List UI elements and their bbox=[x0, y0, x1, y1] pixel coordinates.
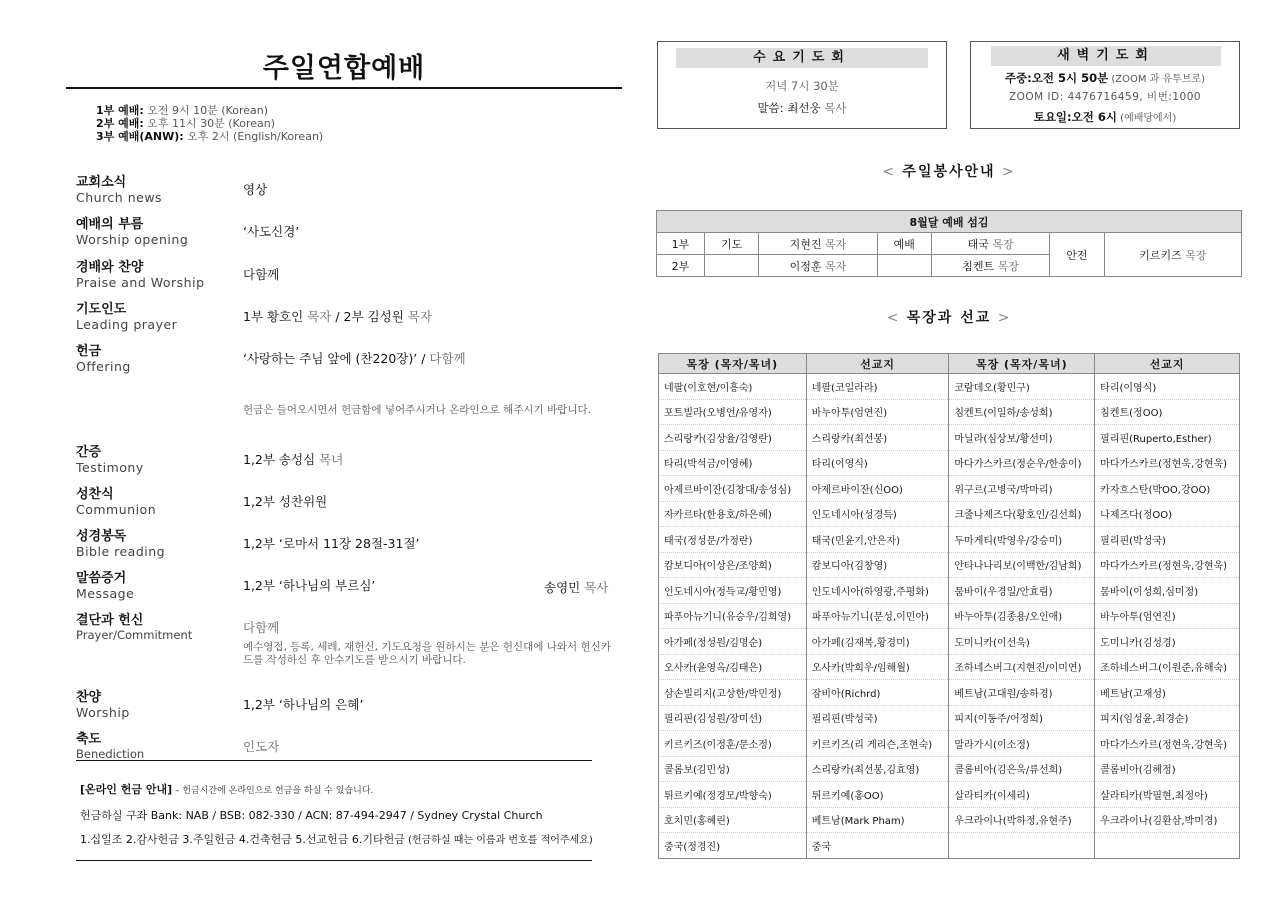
item-title-en: Worship opening bbox=[76, 232, 189, 247]
item-title-ko: 예배의 부름 bbox=[76, 217, 144, 232]
table-cell: 자카르타(한용호/하은혜) bbox=[659, 501, 807, 527]
table-row bbox=[659, 374, 1240, 400]
table-cell: 캄보디아(김창영) bbox=[806, 552, 949, 578]
table-row bbox=[659, 731, 1240, 757]
item-title-ko: 경배와 찬양 bbox=[76, 260, 144, 275]
table-cell: 침켄트(정OO) bbox=[1095, 399, 1240, 425]
table-cell: 피지(임성윤,최경순) bbox=[1095, 705, 1240, 731]
item-title-en: Church news bbox=[76, 190, 163, 205]
table-cell: 필리핀(김성원/장미선) bbox=[659, 705, 807, 731]
table-cell: 콜롬비아(김은욱/류선희) bbox=[949, 756, 1095, 782]
item-title-ko: 기도인도 bbox=[76, 302, 127, 317]
item-value: 인도자 bbox=[243, 739, 280, 754]
table-cell: 카자흐스탄(박OO,강OO) bbox=[1095, 476, 1240, 502]
table-cell: 인도네시아(정득교/황민영) bbox=[659, 578, 807, 604]
table-cell: 튀르키예(홍OO) bbox=[806, 782, 949, 808]
item-value: 1,2부 송성심 목녀 bbox=[243, 452, 344, 467]
footer-divider-top bbox=[76, 760, 592, 761]
item-value: 다함께 bbox=[243, 267, 280, 282]
table-cell: 인도네시아(성경득) bbox=[806, 501, 949, 527]
table-cell: 마다가스카르(정순우/한송이) bbox=[949, 450, 1095, 476]
table-cell: 나제즈다(정OO) bbox=[1095, 501, 1240, 527]
table-cell: 살라티카(이세리) bbox=[949, 782, 1095, 808]
table-cell: 타리(이영식) bbox=[1095, 374, 1240, 400]
table-cell: 우크라이나(박하정,유현주) bbox=[949, 807, 1095, 833]
table-cell: 바누아투(김종용/오인애) bbox=[949, 603, 1095, 629]
table-cell: 호치민(홍혜린) bbox=[659, 807, 807, 833]
service-section-title: < 주일봉사안내 > bbox=[882, 164, 1016, 180]
table-cell: 바누아투(엄연진) bbox=[1095, 603, 1240, 629]
table-row bbox=[659, 782, 1240, 808]
table-row bbox=[659, 603, 1240, 629]
service-time-1: 1부 예배: 오전 9시 10분 (Korean) bbox=[96, 104, 268, 117]
table-row bbox=[659, 450, 1240, 476]
item-title-ko: 간증 bbox=[76, 445, 102, 460]
missions-header-row: 목장 (목자/목녀) 선교지 목장 (목자/목녀) 선교지 bbox=[659, 354, 1240, 374]
wednesday-prayer-box bbox=[657, 41, 947, 129]
wednesday-title: 수요기도회 bbox=[676, 48, 928, 68]
item-title-en: Offering bbox=[76, 359, 131, 374]
item-title-en: Communion bbox=[76, 502, 157, 517]
item-title-en: Bible reading bbox=[76, 544, 166, 559]
table-cell: 네팔(코일라라) bbox=[806, 374, 949, 400]
table-cell: 타리(이영식) bbox=[806, 450, 949, 476]
table-row bbox=[659, 476, 1240, 502]
dawn-zoom: ZOOM ID: 4476716459, 비번:1000 bbox=[1008, 91, 1202, 103]
item-title-ko: 말씀증거 bbox=[76, 571, 127, 586]
item-title-en: Message bbox=[76, 586, 135, 601]
item-value: 1부 황호인 목자 / 2부 김성원 목자 bbox=[243, 309, 432, 324]
service-times bbox=[96, 104, 323, 143]
table-row bbox=[659, 654, 1240, 680]
table-row bbox=[659, 527, 1240, 553]
item-title-ko: 찬양 bbox=[76, 690, 102, 705]
table-row bbox=[659, 399, 1240, 425]
table-cell: 스리랑카(최선봉) bbox=[806, 425, 949, 451]
service-table-header: 8월달 예배 섬김 bbox=[657, 211, 1242, 233]
item-title-en: Praise and Worship bbox=[76, 275, 205, 290]
table-row bbox=[659, 680, 1240, 706]
table-cell: 캄보디아(이상은/조양희) bbox=[659, 552, 807, 578]
item-value: ‘사도신경’ bbox=[243, 224, 300, 239]
table-cell: 중국 bbox=[806, 833, 949, 859]
dawn-weekday: 주중:오전 5시 50분 (ZOOM 과 유투브로) bbox=[1004, 71, 1206, 85]
table-row bbox=[659, 501, 1240, 527]
offering-types: 1.십일조 2.감사헌금 3.주일헌금 4.건축헌금 5.선교헌금 6.기타헌금 (헌금하실 때는 이름과 번호를 적어주세요) bbox=[80, 833, 593, 846]
table-cell: 뭄바이(우경일/안효림) bbox=[949, 578, 1095, 604]
item-title-ko: 결단과 헌신 bbox=[76, 613, 144, 628]
table-cell: 도미니카(이선욱) bbox=[949, 629, 1095, 655]
table-cell: 필리핀(Ruperto,Esther) bbox=[1095, 425, 1240, 451]
item-value: 1,2부 ‘하나님의 부르심’ bbox=[243, 578, 376, 593]
table-cell: 스리랑카(김상율/김영란) bbox=[659, 425, 807, 451]
item-title-en: Benediction bbox=[76, 747, 145, 761]
item-title-en: Worship bbox=[76, 705, 130, 720]
table-cell: 조하네스버그(지현진/이미연) bbox=[949, 654, 1095, 680]
page-title: 주일연합예배 bbox=[262, 53, 426, 84]
table-cell: 필리핀(박성국) bbox=[806, 705, 949, 731]
online-offering-title: [온라인 헌금 안내] – 헌금시간에 온라인으로 헌금을 하실 수 있습니다. bbox=[80, 783, 374, 796]
item-value: 1,2부 성찬위원 bbox=[243, 494, 328, 509]
footer-divider-bottom bbox=[76, 860, 592, 861]
table-row bbox=[659, 425, 1240, 451]
item-title-en: Prayer/Commitment bbox=[76, 628, 193, 642]
table-cell: 아가페(정성원/김명순) bbox=[659, 629, 807, 655]
item-title-en: Testimony bbox=[76, 460, 144, 475]
item-title-ko: 성찬식 bbox=[76, 487, 114, 502]
table-cell: 안타나나리보(이백한/김남희) bbox=[949, 552, 1095, 578]
dawn-prayer-box bbox=[970, 41, 1240, 129]
table-cell: 태국(정성문/가정란) bbox=[659, 527, 807, 553]
table-cell: 코람데오(황민구) bbox=[949, 374, 1095, 400]
service-time-2: 2부 예배: 오후 11시 30분 (Korean) bbox=[96, 117, 275, 130]
item-title-en: Leading prayer bbox=[76, 317, 178, 332]
table-cell: 조하네스버그(이원준,유해숙) bbox=[1095, 654, 1240, 680]
wednesday-speaker: 말씀: 최선웅 목사 bbox=[757, 101, 847, 115]
table-cell: 마다가스카르(정현욱,강현욱) bbox=[1095, 450, 1240, 476]
service-row-2: 2부 이정훈 목자 침켄트 목장 bbox=[657, 255, 1242, 277]
dawn-saturday: 토요일:오전 6시 (예배당에서) bbox=[1033, 110, 1177, 124]
item-value: 1,2부 ‘로마서 11장 28절-31절’ bbox=[243, 536, 420, 551]
table-cell: 튀르키예(정경모/박향숙) bbox=[659, 782, 807, 808]
table-cell: 키르키즈(이정훈/문소정) bbox=[659, 731, 807, 757]
table-row bbox=[659, 578, 1240, 604]
bank-account: 헌금하실 구좌 Bank: NAB / BSB: 082-330 / ACN: 87-494-2947 / Sydney Crystal Church bbox=[80, 809, 543, 822]
table-cell: 피지(이동주/어정희) bbox=[949, 705, 1095, 731]
table-cell: 말라가시(이소정) bbox=[949, 731, 1095, 757]
table-cell: 위구르(고병국/박마리) bbox=[949, 476, 1095, 502]
table-cell: 우크라이나(김환삼,박미경) bbox=[1095, 807, 1240, 833]
table-row bbox=[659, 552, 1240, 578]
commitment-note: 예수영접, 등록, 세례, 재헌신, 기도요청을 원하시는 분은 헌신대에 나와서 헌신카드를 작성하신 후 안수기도를 받으시기 바랍니다. bbox=[243, 641, 611, 666]
table-row bbox=[659, 756, 1240, 782]
table-cell bbox=[949, 833, 1095, 859]
table-cell: 오사카(박희우/임해월) bbox=[806, 654, 949, 680]
table-cell: 파푸아뉴기니(문성,이민아) bbox=[806, 603, 949, 629]
table-cell: 바누아투(엄연진) bbox=[806, 399, 949, 425]
table-row bbox=[659, 705, 1240, 731]
table-cell: 포트빌라(오병언/유영자) bbox=[659, 399, 807, 425]
item-title-ko: 헌금 bbox=[76, 344, 102, 359]
offering-note: 헌금은 들어오시면서 헌금함에 넣어주시거나 온라인으로 해주시기 바랍니다. bbox=[243, 404, 591, 416]
table-cell: 스리랑카(최선봉,김효영) bbox=[806, 756, 949, 782]
table-cell: 키르키즈(리 게리슨,조현숙) bbox=[806, 731, 949, 757]
table-cell: 파푸아뉴기니(유승우/김희영) bbox=[659, 603, 807, 629]
dawn-title: 새벽기도회 bbox=[991, 46, 1221, 66]
table-cell: 살라티카(박필현,최정아) bbox=[1095, 782, 1240, 808]
table-cell bbox=[1095, 833, 1240, 859]
table-cell: 베트남(Mark Pham) bbox=[806, 807, 949, 833]
table-cell: 잠비아(Richrd) bbox=[806, 680, 949, 706]
table-cell: 침켄트(이일하/송성희) bbox=[949, 399, 1095, 425]
item-title-ko: 성경봉독 bbox=[76, 529, 127, 544]
item-value: ‘사랑하는 주님 앞에 (찬220장)’ / 다함께 bbox=[243, 351, 466, 366]
table-cell: 베트남(고대원/송하경) bbox=[949, 680, 1095, 706]
table-cell: 마다가스카르(정현욱,강현욱) bbox=[1095, 552, 1240, 578]
table-cell: 두마게티(박영우/강승미) bbox=[949, 527, 1095, 553]
table-cell: 크줄나제즈다(황호인/김선희) bbox=[949, 501, 1095, 527]
table-cell: 네팔(이호현/이흥숙) bbox=[659, 374, 807, 400]
table-cell: 마닐라(심상보/황선미) bbox=[949, 425, 1095, 451]
wednesday-time: 저녁 7시 30분 bbox=[765, 79, 839, 93]
missions-table bbox=[658, 353, 1240, 859]
table-cell: 아제르바이잔(신OO) bbox=[806, 476, 949, 502]
item-value: 1,2부 ‘하나님의 은혜’ bbox=[243, 697, 364, 712]
item-title-ko: 교회소식 bbox=[76, 175, 127, 190]
table-row bbox=[659, 807, 1240, 833]
service-table bbox=[656, 210, 1242, 277]
table-cell: 도미니카(김성경) bbox=[1095, 629, 1240, 655]
service-row-1: 1부 기도 지현진 목자 예배 태국 목장 안전 키르키즈 목장 bbox=[657, 233, 1242, 255]
item-value: 다함께 bbox=[243, 620, 280, 635]
table-cell: 인도네시아(하영광,주평화) bbox=[806, 578, 949, 604]
table-row bbox=[659, 629, 1240, 655]
table-cell: 마다가스카르(정현욱,강현욱) bbox=[1095, 731, 1240, 757]
table-cell: 베트남(고재성) bbox=[1095, 680, 1240, 706]
table-cell: 아제르바이잔(김창대/송성심) bbox=[659, 476, 807, 502]
table-cell: 삼손빌리지(고상한/박민정) bbox=[659, 680, 807, 706]
item-value: 영상 bbox=[243, 182, 268, 197]
table-cell: 오사카(윤영옥/김태은) bbox=[659, 654, 807, 680]
worship-order-panel bbox=[66, 40, 622, 870]
table-cell: 아가페(김재복,황경미) bbox=[806, 629, 949, 655]
table-cell: 필리핀(박성국) bbox=[1095, 527, 1240, 553]
table-row bbox=[659, 833, 1240, 859]
table-cell: 뭄바이(이성희,심미정) bbox=[1095, 578, 1240, 604]
table-cell: 콜롬비아(김혜정) bbox=[1095, 756, 1240, 782]
table-cell: 중국(정경진) bbox=[659, 833, 807, 859]
service-time-3: 3부 예배(ANW): 오후 2시 (English/Korean) bbox=[96, 130, 324, 143]
table-cell: 태국(민윤기,안은자) bbox=[806, 527, 949, 553]
item-title-ko: 축도 bbox=[76, 732, 102, 747]
missions-section-title: < 목장과 선교 > bbox=[886, 310, 1012, 326]
table-cell: 콜롬보(김민성) bbox=[659, 756, 807, 782]
message-speaker: 송영민 목사 bbox=[544, 580, 609, 595]
table-cell: 타리(박석금/이영혜) bbox=[659, 450, 807, 476]
title-divider bbox=[66, 87, 622, 89]
